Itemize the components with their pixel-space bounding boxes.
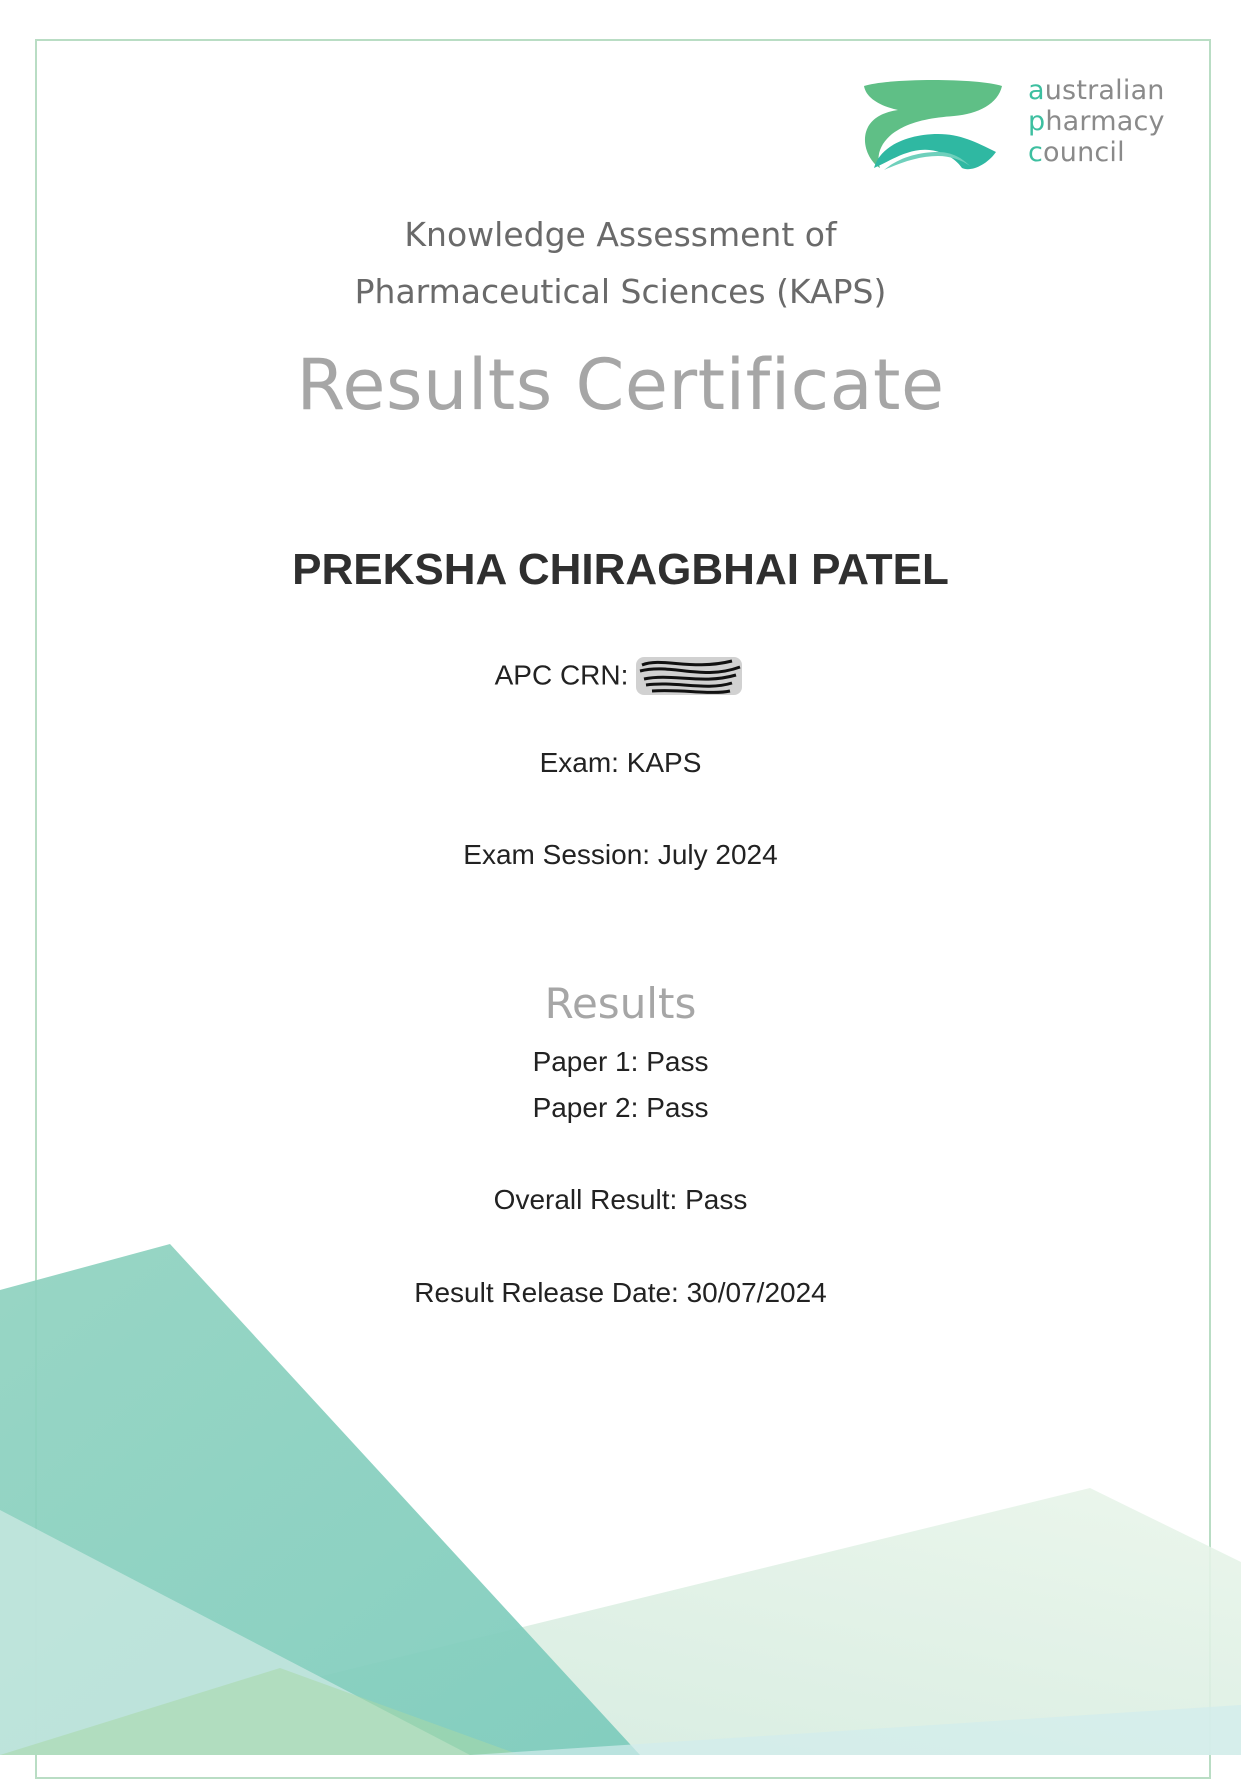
exam-name: Exam: KAPS [539, 747, 702, 778]
crn-label: APC CRN: [494, 659, 629, 691]
logo-symbol-icon [858, 76, 1008, 176]
overall-result: Overall Result: Pass [493, 1184, 748, 1215]
subtitle-line-2: Pharmaceutical Sciences (KAPS) [354, 272, 887, 311]
subtitle-line-1: Knowledge Assessment of [404, 215, 837, 254]
result-release-date: Result Release Date: 30/07/2024 [414, 1277, 827, 1308]
apc-logo [858, 76, 1178, 181]
logo-word-line-2: pharmacy [1028, 106, 1165, 137]
crn-row [0, 653, 1241, 701]
logo-word-line-3: council [1028, 137, 1125, 168]
paper-2-result: Paper 2: Pass [532, 1092, 709, 1123]
candidate-name: PREKSHA CHIRAGBHAI PATEL [292, 545, 949, 594]
logo-word-line-1: australian [1028, 75, 1165, 106]
redaction-scribble-icon [632, 651, 746, 699]
exam-session: Exam Session: July 2024 [463, 839, 778, 870]
paper-1-result: Paper 1: Pass [532, 1046, 709, 1077]
results-heading: Results [544, 979, 697, 1028]
exam-full-name [0, 206, 1241, 320]
certificate-title: Results Certificate [296, 344, 945, 426]
